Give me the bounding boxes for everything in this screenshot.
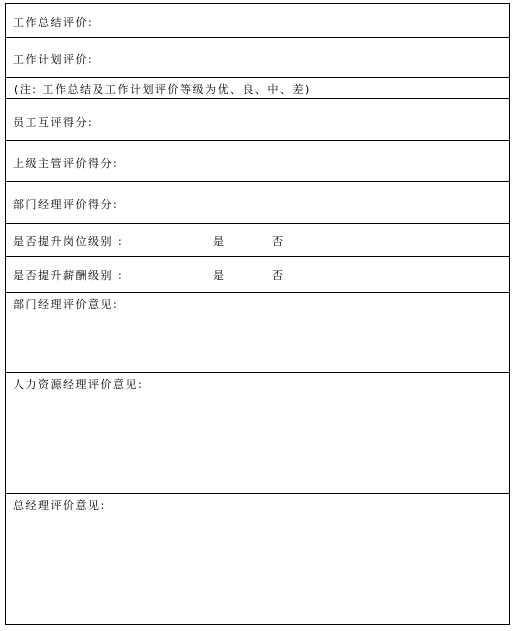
dept-manager-opinion-label: 部门经理评价意见:: [13, 298, 119, 311]
row-dept-manager-score: [6, 182, 509, 224]
promote-salary-yes-option[interactable]: 是: [213, 269, 224, 282]
supervisor-score-label: 上级主管评价得分:: [13, 157, 119, 170]
promote-position-no-option[interactable]: 否: [272, 235, 283, 248]
row-promote-position: [6, 224, 509, 257]
work-summary-label: 工作总结评价:: [13, 16, 94, 29]
dept-manager-score-label: 部门经理评价得分:: [13, 198, 119, 211]
work-plan-label: 工作计划评价:: [13, 53, 94, 66]
row-work-plan: [6, 38, 509, 78]
row-grade-note: [6, 78, 509, 99]
evaluation-form: [5, 3, 510, 625]
row-hr-manager-opinion: [6, 373, 509, 494]
promote-salary-no-option[interactable]: 否: [272, 269, 283, 282]
promote-salary-label: 是否提升薪酬级别 :: [13, 269, 124, 282]
row-promote-salary: [6, 257, 509, 293]
row-dept-manager-opinion: [6, 293, 509, 373]
row-gm-opinion: [6, 494, 509, 624]
grade-note-text: (注: 工作总结及工作计划评价等级为优、良、中、差): [14, 83, 311, 96]
row-peer-score: [6, 99, 509, 141]
hr-manager-opinion-label: 人力资源经理评价意见:: [13, 378, 144, 391]
row-supervisor-score: [6, 141, 509, 182]
peer-score-label: 员工互评得分:: [13, 116, 94, 129]
promote-position-yes-option[interactable]: 是: [213, 235, 224, 248]
row-work-summary: [6, 4, 509, 38]
gm-opinion-label: 总经理评价意见:: [13, 499, 106, 512]
promote-position-label: 是否提升岗位级别 :: [13, 235, 124, 248]
